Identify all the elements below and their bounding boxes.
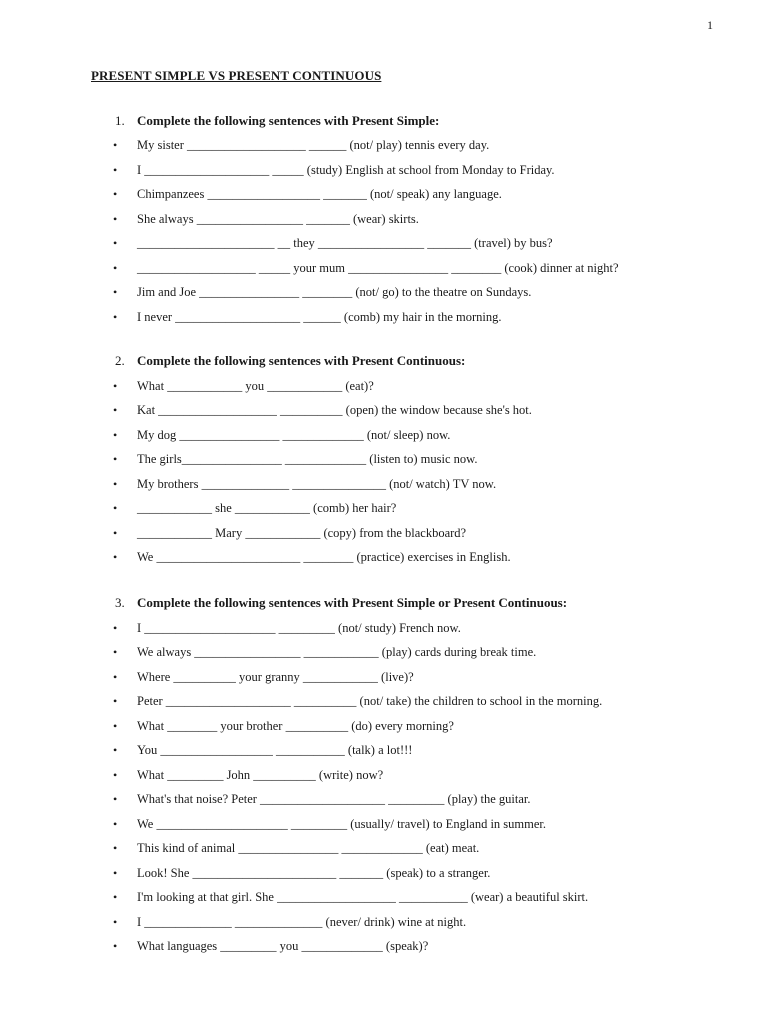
exercise-item [0,425,768,445]
exercise-text: What languages _________ you _____________ (speak)? [137,939,429,953]
exercise-item [0,547,768,567]
exercise-item [0,184,768,204]
exercise-item [0,765,768,785]
bullet-icon: • [113,452,118,466]
page-number: 1 [707,18,713,32]
bullet-icon: • [113,428,118,442]
exercise-item [0,642,768,662]
exercise-text: What's that noise? Peter ____________________ _________ (play) the guitar. [137,792,531,806]
exercise-text: Kat ___________________ __________ (open) the window because she's hot. [137,403,532,417]
bullet-icon: • [113,187,118,201]
exercise-text: What _________ John __________ (write) now? [137,768,384,782]
exercise-item [0,258,768,278]
exercise-item [0,282,768,302]
exercise-item [0,449,768,469]
exercise-item [0,887,768,907]
bullet-icon: • [113,501,118,515]
section-number: 1. [115,113,125,128]
section-heading [115,593,567,613]
exercise-text: My sister ___________________ ______ (not/ play) tennis every day. [137,138,490,152]
exercise-text: Jim and Joe ________________ ________ (not/ go) to the theatre on Sundays. [137,285,532,299]
bullet-icon: • [113,792,118,806]
exercise-item [0,667,768,687]
exercise-text: We _____________________ _________ (usually/ travel) to England in summer. [137,817,547,831]
bullet-icon: • [113,817,118,831]
exercise-item [0,307,768,327]
exercise-text: We always _________________ ____________ (play) cards during break time. [137,645,537,659]
bullet-icon: • [113,915,118,929]
exercise-item [0,691,768,711]
exercise-item [0,936,768,956]
bullet-icon: • [113,163,118,177]
bullet-icon: • [113,379,118,393]
exercise-item [0,838,768,858]
bullet-icon: • [113,645,118,659]
bullet-icon: • [113,526,118,540]
exercise-item [0,912,768,932]
exercise-text: Peter ____________________ __________ (not/ take) the children to school in the morning. [137,694,603,708]
exercise-text: What ________ your brother __________ (do) every morning? [137,719,454,733]
exercise-text: You __________________ ___________ (talk) a lot!!! [137,743,413,757]
exercise-text: She always _________________ _______ (wear) skirts. [137,212,419,226]
exercise-text: This kind of animal ________________ _____________ (eat) meat. [137,841,480,855]
section-number: 3. [115,595,125,610]
exercise-text: I ______________ ______________ (never/ drink) wine at night. [137,915,467,929]
bullet-icon: • [113,694,118,708]
exercise-text: Where __________ your granny ____________ (live)? [137,670,414,684]
bullet-icon: • [113,621,118,635]
exercise-text: We _______________________ ________ (practice) exercises in English. [137,550,511,564]
section-instruction: Complete the following sentences with Present Simple or Present Continuous: [137,595,568,610]
exercise-item [0,498,768,518]
bullet-icon: • [113,477,118,491]
worksheet-title: PRESENT SIMPLE VS PRESENT CONTINUOUS [91,68,382,83]
section-instruction: Complete the following sentences with Present Continuous: [137,353,466,368]
bullet-icon: • [113,866,118,880]
exercise-text: I never ____________________ ______ (comb) my hair in the morning. [137,310,502,324]
section-heading [115,111,439,131]
section-number: 2. [115,353,125,368]
bullet-icon: • [113,138,118,152]
exercise-text: ___________________ _____ your mum ________________ ________ (cook) dinner at night? [137,261,619,275]
bullet-icon: • [113,719,118,733]
exercise-text: My brothers ______________ _______________ (not/ watch) TV now. [137,477,497,491]
exercise-item [0,400,768,420]
bullet-icon: • [113,841,118,855]
exercise-text: Chimpanzees __________________ _______ (not/ speak) any language. [137,187,502,201]
bullet-icon: • [113,285,118,299]
bullet-icon: • [113,550,118,564]
exercise-text: I ____________________ _____ (study) English at school from Monday to Friday. [137,163,555,177]
exercise-item [0,233,768,253]
exercise-item [0,863,768,883]
exercise-item [0,160,768,180]
exercise-item [0,209,768,229]
bullet-icon: • [113,768,118,782]
bullet-icon: • [113,236,118,250]
bullet-icon: • [113,670,118,684]
exercise-text: I'm looking at that girl. She ___________________ ___________ (wear) a beautiful skirt. [137,890,589,904]
bullet-icon: • [113,890,118,904]
exercise-item [0,523,768,543]
exercise-item [0,789,768,809]
exercise-item [0,716,768,736]
exercise-text: ______________________ __ they _________________ _______ (travel) by bus? [137,236,553,250]
bullet-icon: • [113,403,118,417]
exercise-text: Look! She _______________________ _______ (speak) to a stranger. [137,866,491,880]
exercise-text: The girls________________ _____________ (listen to) music now. [137,452,478,466]
exercise-text: ____________ Mary ____________ (copy) from the blackboard? [137,526,467,540]
exercise-text: ____________ she ____________ (comb) her hair? [137,501,397,515]
bullet-icon: • [113,743,118,757]
exercise-item [0,474,768,494]
exercise-item [0,740,768,760]
bullet-icon: • [113,261,118,275]
exercise-item [0,814,768,834]
exercise-text: My dog ________________ _____________ (not/ sleep) now. [137,428,451,442]
exercise-text: I _____________________ _________ (not/ study) French now. [137,621,461,635]
section-heading [115,351,465,371]
bullet-icon: • [113,212,118,226]
bullet-icon: • [113,310,118,324]
exercise-item [0,376,768,396]
exercise-item [0,135,768,155]
exercise-item [0,618,768,638]
section-instruction: Complete the following sentences with Present Simple: [137,113,440,128]
bullet-icon: • [113,939,118,953]
exercise-text: What ____________ you ____________ (eat)? [137,379,374,393]
